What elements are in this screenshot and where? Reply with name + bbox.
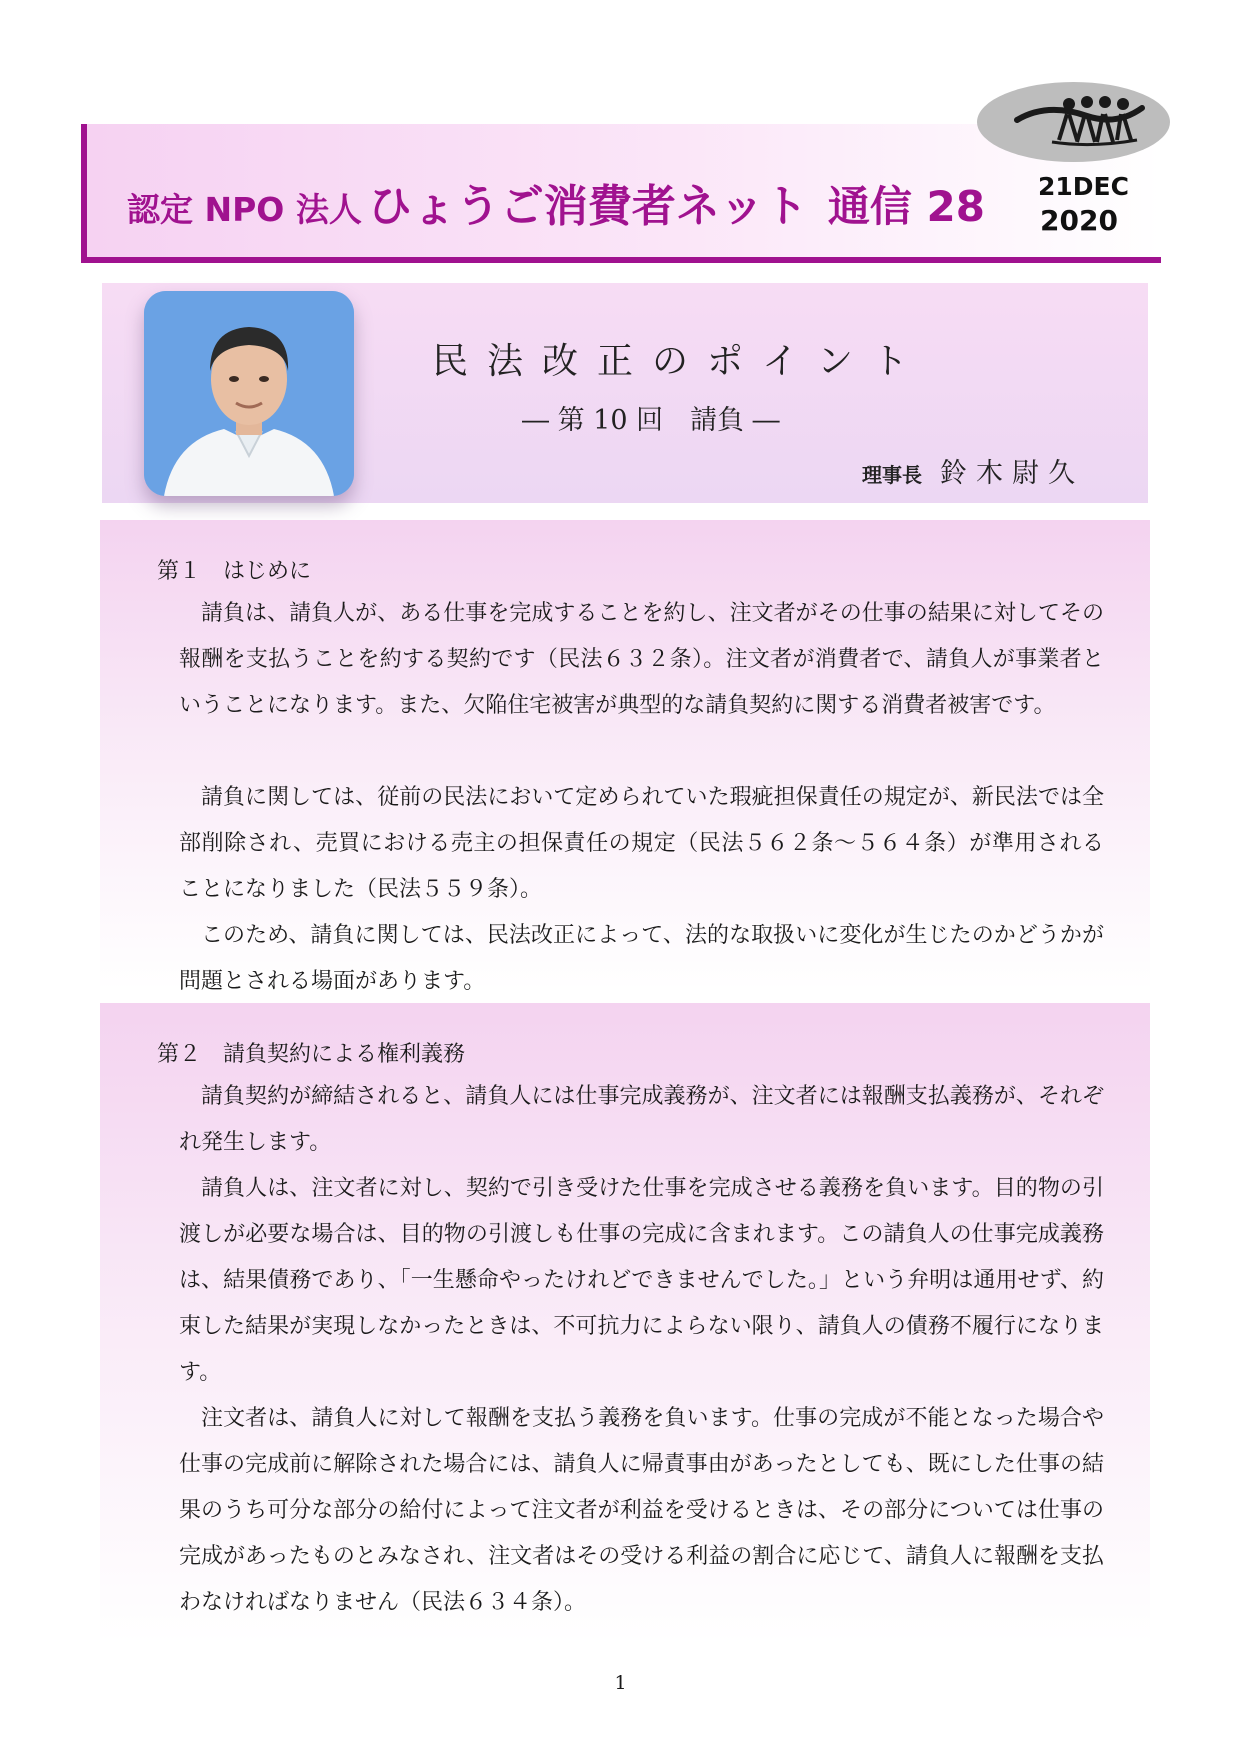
author-portrait-icon [144,291,354,496]
section-paragraph: 請負人は、注文者に対し、契約で引き受けた仕事を完成させる義務を負います。目的物の引渡しが必要な場合は、目的物の引渡しも仕事の完成に含まれます。この請負人の仕事完成義務は、結果債務であり、「一生懸命やったけれどできませんでした。」という弁明は通用せず、約束した結果が実現しなかったときは、不可抗力によらない限り、請負人の債務不履行になります。 [179,1176,1104,1385]
article-intro [102,283,1148,503]
article-title: 民法改正のポイント [432,341,928,382]
author-name: 鈴木尉久 [940,458,1084,489]
issue-date [1038,170,1129,238]
people-silhouette-logo-icon [977,82,1170,162]
section-paragraph: 請負契約が締結されると、請負人には仕事完成義務が、注文者には報酬支払義務が、それぞれ発生します。 [179,1084,1104,1155]
title-org-prefix: 認定 NPO 法人 [127,190,362,229]
author-role: 理事長 [862,463,922,487]
issue-date-year: 2020 [1040,204,1118,237]
article-subtitle: ― 第 10 回 請負 ― [522,405,780,436]
section-paragraph: 注文者は、請負人に対して報酬を支払う義務を負います。仕事の完成が不能となった場合や仕事の完成前に解除された場合には、請負人に帰責事由があったとしても、既にした仕事の結果のうち可分な部分の給付によって注文者が利益を受けるときは、その部分については仕事の完成があったものとみなされ、注文者はその受ける利益の割合に応じて、請負人に報酬を支払わなければなりません（民法６３４条）。 [179,1406,1104,1615]
title-issue: 通信 28 [827,182,985,231]
issue-date-day-month: 21DEC [1038,172,1129,201]
section-heading: 第２ 請負契約による権利義務 [157,1042,466,1067]
section-paragraph: このため、請負に関しては、民法改正によって、法的な取扱いに変化が生じたのかどうかが問題とされる場面があります。 [179,923,1104,994]
section-paragraph: 請負は、請負人が、ある仕事を完成することを約し、注文者がその仕事の結果に対してその報酬を支払うことを約する契約です（民法６３２条）。注文者が消費者で、請負人が事業者ということになります。また、欠陥住宅被害が典型的な請負契約に関する消費者被害です。 [179,601,1104,718]
section-paragraph: 請負に関しては、従前の民法において定められていた瑕疵担保責任の規定が、新民法では全部削除され、売買における売主の担保責任の規定（民法５６２条～５６４条）が準用されることになりました（民法５５９条）。 [179,785,1104,902]
title-org-name: ひょうご消費者ネット [367,181,808,232]
section-rights-obligations [100,1003,1150,1643]
newsletter-title [127,170,985,234]
page-number: 1 [614,1672,627,1694]
article-author [862,451,1084,490]
section-introduction [100,520,1150,994]
section-heading: 第１ はじめに [157,559,312,584]
